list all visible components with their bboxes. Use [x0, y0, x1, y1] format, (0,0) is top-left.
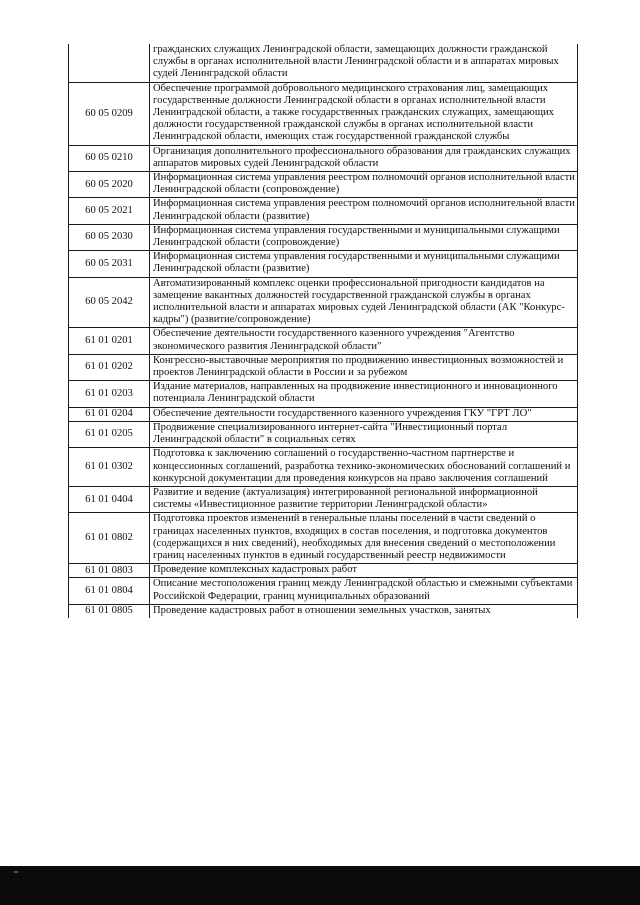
code-cell: 61 01 0805 — [69, 604, 150, 618]
code-cell: 61 01 0302 — [69, 448, 150, 487]
code-cell: 61 01 0404 — [69, 486, 150, 512]
table-row — [69, 513, 578, 564]
table-body — [69, 44, 578, 618]
code-cell: 60 05 2020 — [69, 172, 150, 198]
code-cell: 61 01 0802 — [69, 513, 150, 564]
code-cell: 61 01 0205 — [69, 421, 150, 447]
code-cell: 61 01 0202 — [69, 354, 150, 380]
description-cell: Описание местоположения границ между Ленинградской областью и смежными субъектами Российской Федерации, границ муниципальных образований — [150, 578, 578, 604]
description-cell: Организация дополнительного профессионального образования для гражданских служащих аппаратов мировых судей Ленинградской области — [150, 145, 578, 171]
code-cell: 60 05 2031 — [69, 251, 150, 277]
table-row — [69, 145, 578, 171]
description-cell: Подготовка к заключению соглашений о государственно-частном партнерстве и концессионных соглашений, разработка технико-экономических обоснований соглашений и конкурсной документации для проведения конкурсов на право заключения соглашений — [150, 448, 578, 487]
scan-artifact — [14, 871, 18, 873]
description-cell: Информационная система управления реестром полномочий органов исполнительной власти Ленинградской области (сопровождение) — [150, 172, 578, 198]
description-cell: Конгрессно-выставочные мероприятия по продвижению инвестиционных возможностей и проектов Ленинградской области в России и за рубежом — [150, 354, 578, 380]
table-row — [69, 407, 578, 421]
code-cell: 60 05 2042 — [69, 277, 150, 328]
description-cell: Подготовка проектов изменений в генеральные планы поселений в части сведений о границах населенных пунктов, входящих в состав поселения, и подготовка документов (содержащихся в них сведений), необходимых для внесения сведений о местоположении границ населенных пунктов в единый государственный реестр недвижимости — [150, 513, 578, 564]
description-cell: Издание материалов, направленных на продвижение инвестиционного и инновационного потенциала Ленинградской области — [150, 381, 578, 407]
table-row — [69, 381, 578, 407]
description-cell: Обеспечение деятельности государственного казенного учреждения "Агентство экономического развития Ленинградской области" — [150, 328, 578, 354]
code-cell: 60 05 0209 — [69, 82, 150, 145]
description-cell: Информационная система управления реестром полномочий органов исполнительной власти Ленинградской области (развитие) — [150, 198, 578, 224]
code-cell: 61 01 0203 — [69, 381, 150, 407]
description-cell: Информационная система управления государственными и муниципальными служащими Ленинградской области (сопровождение) — [150, 224, 578, 250]
description-cell: Продвижение специализированного интернет-сайта "Инвестиционный портал Ленинградской области" в социальных сетях — [150, 421, 578, 447]
code-cell: 61 01 0201 — [69, 328, 150, 354]
table-row — [69, 251, 578, 277]
table-row — [69, 224, 578, 250]
description-cell: Автоматизированный комплекс оценки профессиональной пригодности кандидатов на замещение вакантных должностей государственной гражданской службы в органах исполнительной власти и аппаратах мировых судей Ленинградской области (АК "Конкурс-кадры") (развитие/сопровождение) — [150, 277, 578, 328]
table-row — [69, 448, 578, 487]
scan-bottom-edge — [0, 866, 640, 905]
table-row — [69, 486, 578, 512]
description-cell: Проведение кадастровых работ в отношении земельных участков, занятых — [150, 604, 578, 618]
table-row — [69, 328, 578, 354]
table-row — [69, 198, 578, 224]
code-cell: 61 01 0204 — [69, 407, 150, 421]
code-cell: 60 05 2021 — [69, 198, 150, 224]
description-cell: Информационная система управления государственными и муниципальными служащими Ленинградской области (развитие) — [150, 251, 578, 277]
table-row — [69, 44, 578, 82]
description-cell: Развитие и ведение (актуализация) интегрированной региональной информационной системы «Инвестиционное развитие территории Ленинградской области» — [150, 486, 578, 512]
code-cell: 60 05 2030 — [69, 224, 150, 250]
table-row — [69, 277, 578, 328]
description-cell: гражданских служащих Ленинградской области, замещающих должности гражданской службы в органах исполнительной власти Ленинградской области и в аппаратах мировых судей Ленинградской области — [150, 44, 578, 82]
table-row — [69, 421, 578, 447]
code-cell: 60 05 0210 — [69, 145, 150, 171]
table-row — [69, 564, 578, 578]
table-row — [69, 82, 578, 145]
table-row — [69, 604, 578, 618]
table-row — [69, 172, 578, 198]
table-row — [69, 578, 578, 604]
code-cell — [69, 44, 150, 82]
code-cell: 61 01 0804 — [69, 578, 150, 604]
code-cell: 61 01 0803 — [69, 564, 150, 578]
description-cell: Обеспечение деятельности государственного казенного учреждения ГКУ "ГРТ ЛО" — [150, 407, 578, 421]
table-row — [69, 354, 578, 380]
description-cell: Проведение комплексных кадастровых работ — [150, 564, 578, 578]
budget-code-table — [68, 44, 578, 618]
description-cell: Обеспечение программой добровольного медицинского страхования лиц, замещающих государственные должности Ленинградской области в органах исполнительной власти Ленинградской области, а также государственных гражданских служащих, замещающих должности государственной гражданской службы в органах исполнительной власти Ленинградской области, имеющих стаж государственной гражданской службы — [150, 82, 578, 145]
